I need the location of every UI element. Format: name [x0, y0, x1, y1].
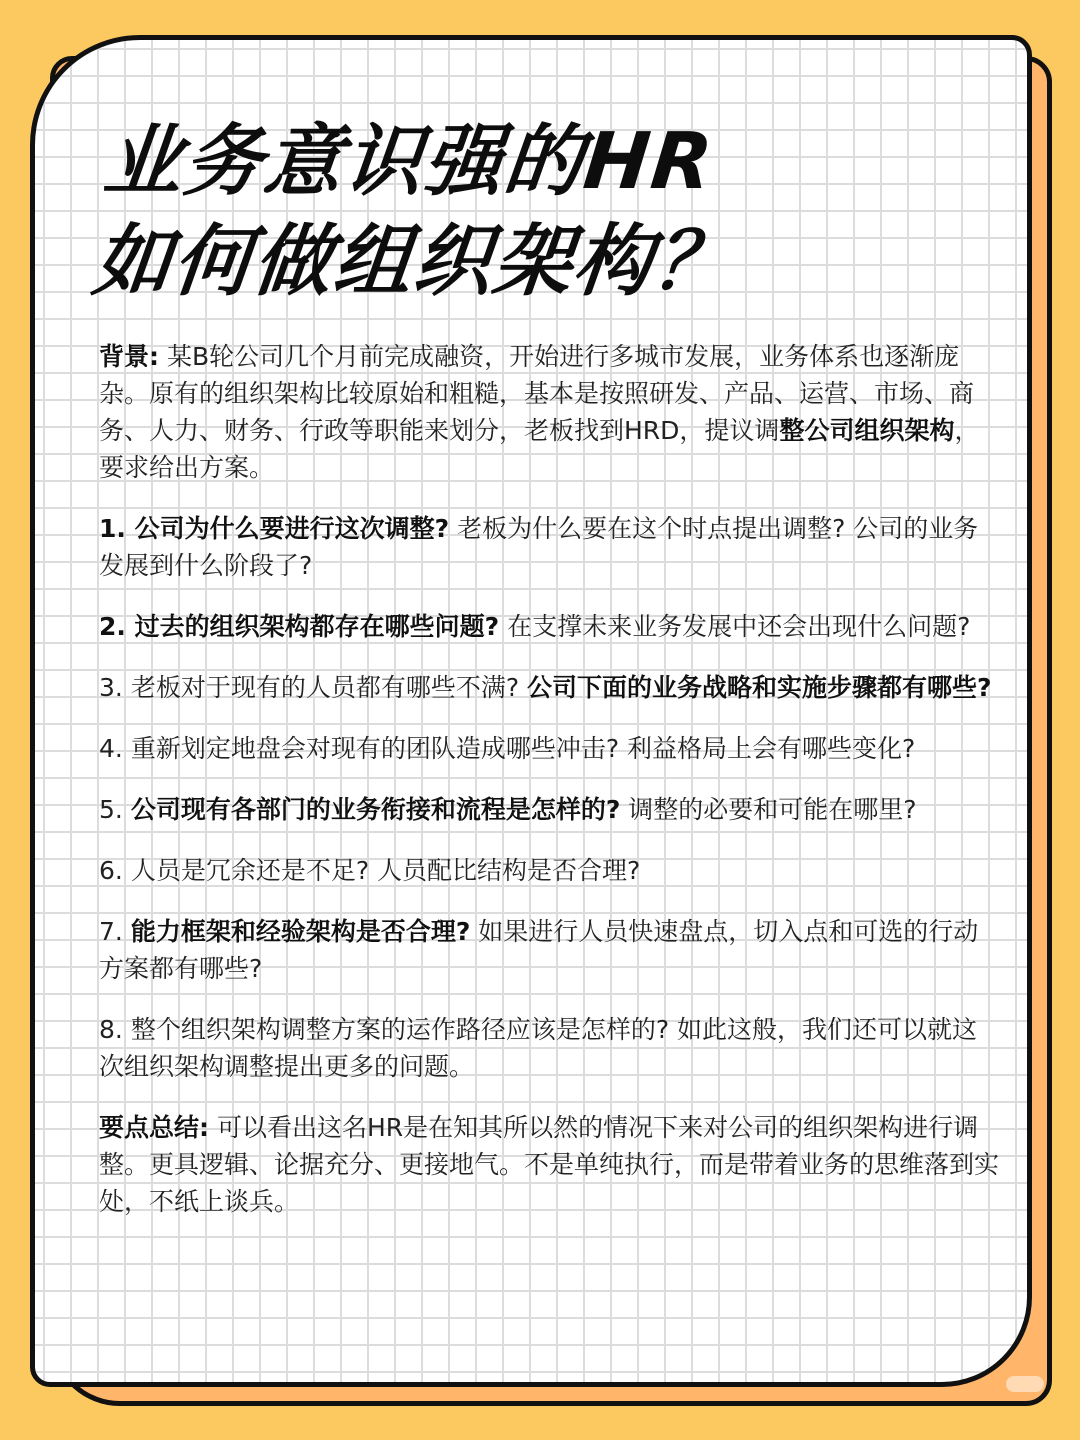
question-8-prefix: 8.	[99, 1015, 131, 1044]
question-6-prefix: 6.	[99, 856, 131, 885]
background-text-a: 某B轮公司几个月前完成融资，开始进行多城市发展，业务体系也逐渐庞杂。原有的组织架构比较原始和粗糙，基本是按照研发、产品、运营、市场、商务、人力、财务、行政等职能来划分，老板找到HRD，提议调	[99, 342, 975, 445]
question-item-3	[99, 669, 999, 706]
question-5-prefix: 5.	[99, 795, 131, 824]
title-line-1: 业务意识强的HR	[99, 117, 719, 207]
question-item-7	[99, 913, 999, 987]
question-3-text: 老板对于现有的人员都有哪些不满?	[130, 673, 528, 702]
question-1-prefix: 1.	[99, 514, 135, 543]
question-7-text: 如果进行人员快速盘点，切入点和可选的行动方案都有哪些?	[99, 917, 979, 983]
question-2-text: 在支撑未来业务发展中还会出现什么问题?	[499, 612, 971, 641]
page-title	[88, 112, 749, 312]
watermark-mark	[1006, 1376, 1044, 1392]
question-7-bold: 能力框架和经验架构是否合理?	[130, 917, 471, 946]
question-2-bold: 过去的组织架构都存在哪些问题?	[134, 612, 500, 641]
question-item-4	[99, 730, 999, 767]
question-3-bold: 公司下面的业务战略和实施步骤都有哪些?	[527, 673, 992, 702]
question-6-text: 人员是冗余还是不足? 人员配比结构是否合理?	[130, 856, 641, 885]
question-8-text: 整个组织架构调整方案的运作路径应该是怎样的? 如此这般，我们还可以就这次组织架构调整提出更多的问题。	[99, 1015, 978, 1081]
question-4-text: 重新划定地盘会对现有的团队造成哪些冲击? 利益格局上会有哪些变化?	[130, 734, 916, 763]
question-item-2	[99, 608, 999, 645]
question-5-text: 调整的必要和可能在哪里?	[620, 795, 917, 824]
question-2-prefix: 2.	[99, 612, 135, 641]
question-1-bold: 公司为什么要进行这次调整?	[134, 514, 450, 543]
summary-paragraph	[99, 1109, 999, 1220]
title-line-2: 如何做组织架构？	[89, 217, 739, 307]
question-item-6	[99, 852, 999, 889]
background-text-b: ，要求给出方案。	[99, 416, 980, 482]
question-item-8	[99, 1011, 999, 1085]
article-body	[99, 338, 999, 1244]
question-7-prefix: 7.	[99, 917, 131, 946]
summary-text: 可以看出这名HR是在知其所以然的情况下来对公司的组织架构进行调整。更具逻辑、论据充分、更接地气。不是单纯执行，而是带着业务的思维落到实处，不纸上谈兵。	[99, 1113, 1000, 1216]
summary-label: 要点总结:	[99, 1113, 209, 1142]
question-4-prefix: 4.	[99, 734, 131, 763]
question-item-1	[99, 510, 999, 584]
background-paragraph	[99, 338, 999, 486]
background-label: 背景:	[99, 342, 159, 371]
question-1-text: 老板为什么要在这个时点提出调整? 公司的业务发展到什么阶段了?	[99, 514, 979, 580]
question-5-bold: 公司现有各部门的业务衔接和流程是怎样的?	[130, 795, 621, 824]
question-3-prefix: 3.	[99, 673, 131, 702]
question-item-5	[99, 791, 999, 828]
background-bold: 整公司组织架构	[779, 416, 955, 445]
note-card	[30, 35, 1032, 1387]
